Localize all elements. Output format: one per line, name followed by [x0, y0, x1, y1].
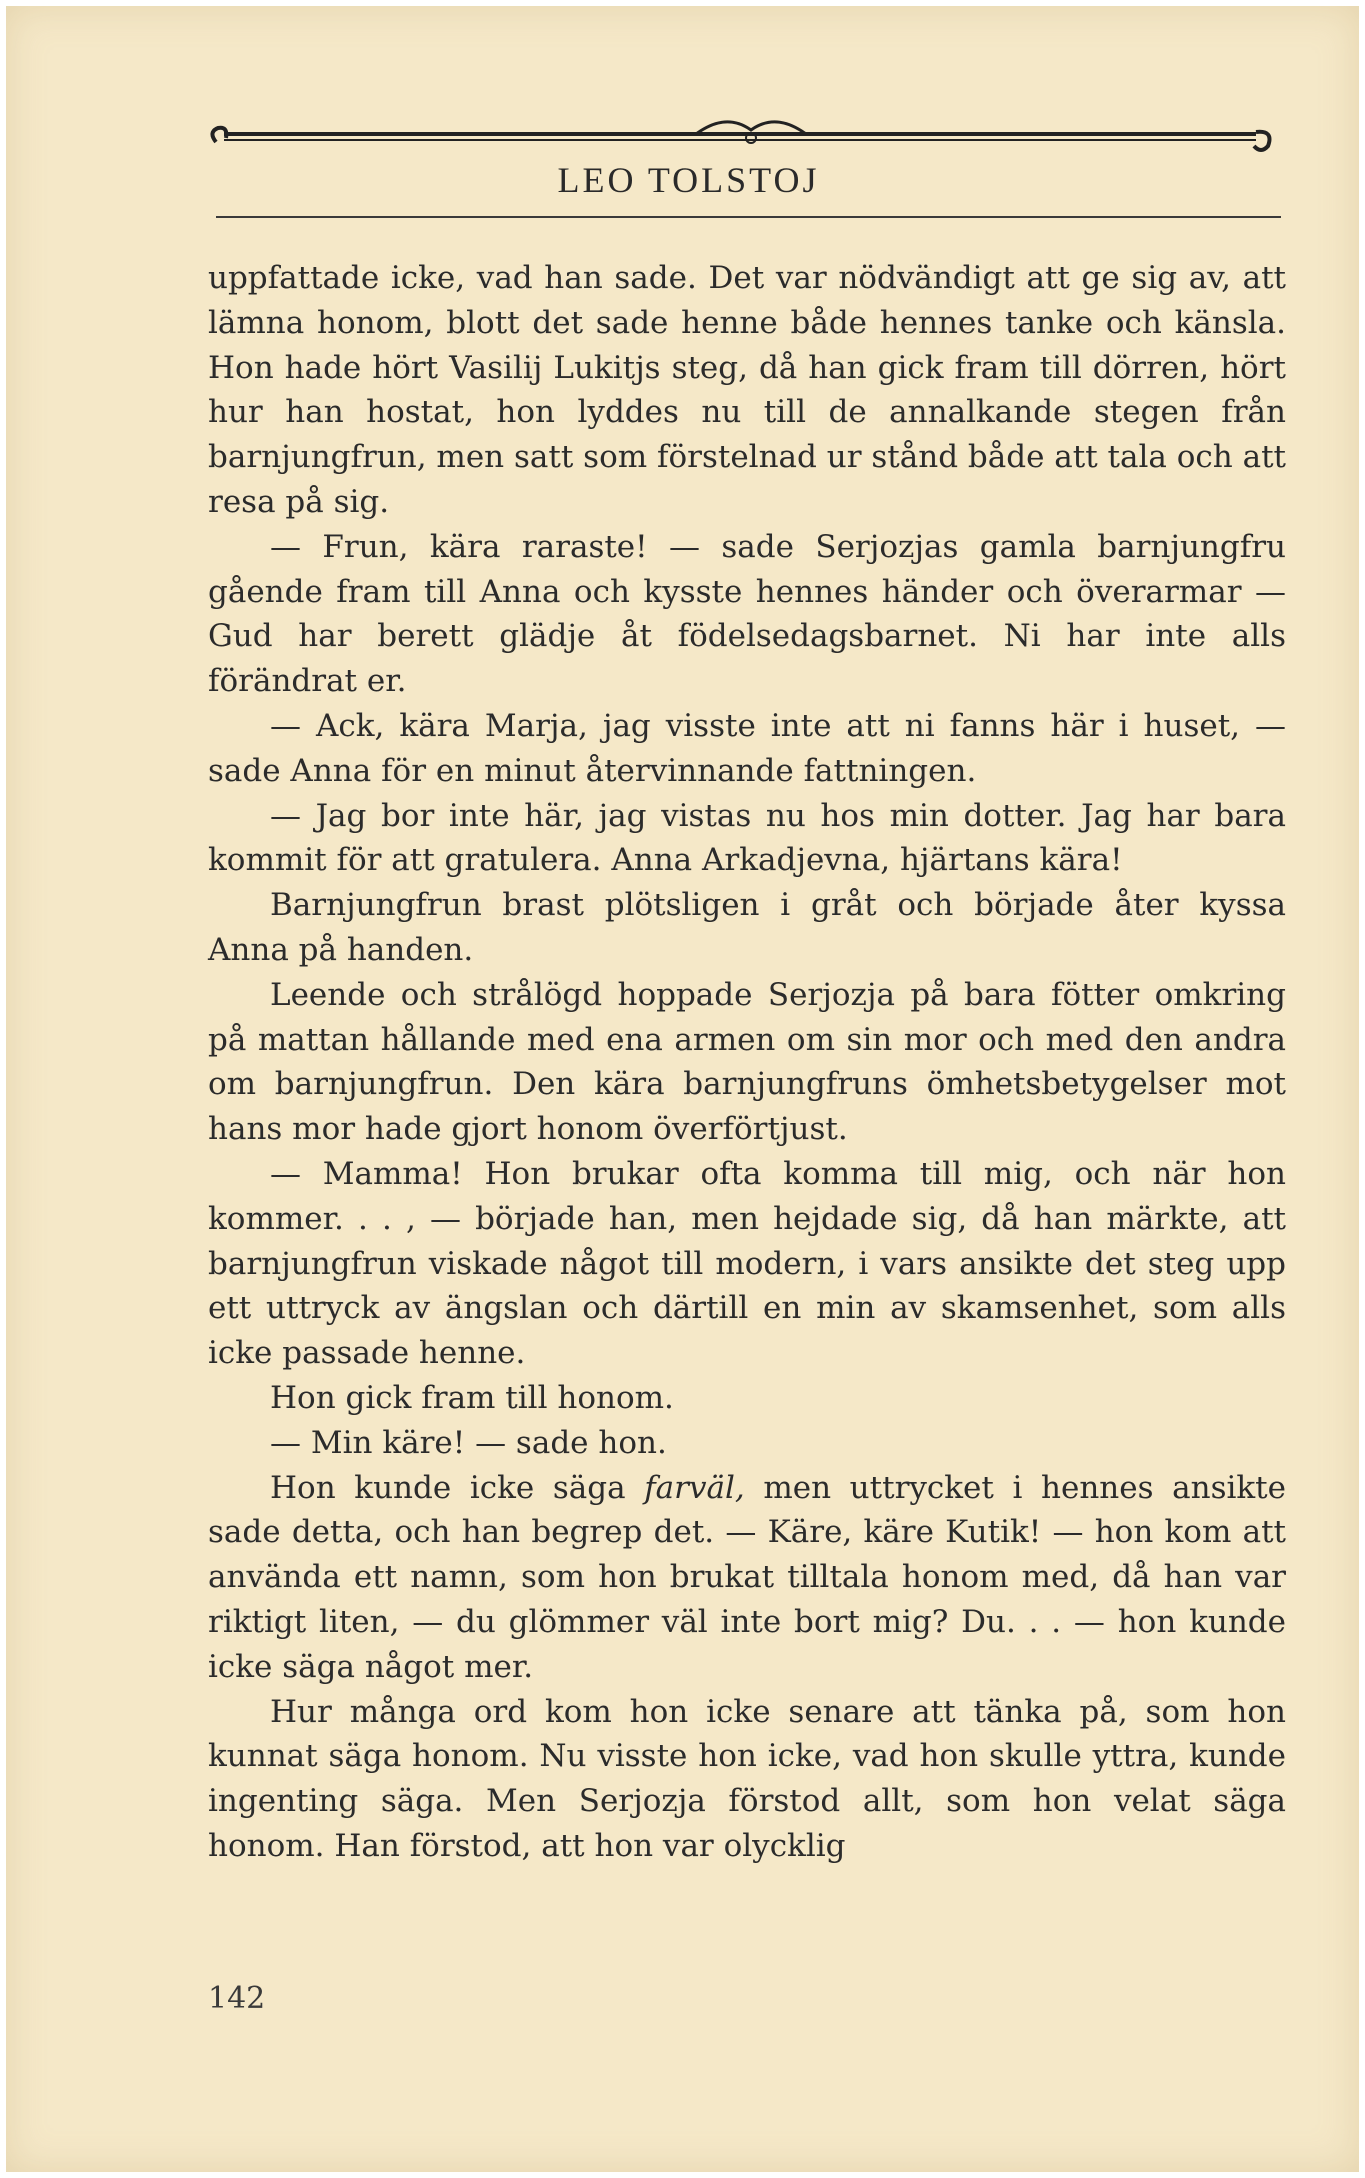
text-run: men uttrycket i hennes ansikte sade detta, och han begrep det. — Käre, käre Kutik! — hon kom att använda ett namn, som hon brukat tilltala honom med, då han var riktigt liten, — du glömmer väl inte bort mig? Du. . . — hon kunde icke säga något mer.	[208, 1469, 1286, 1685]
body-text	[208, 256, 1286, 1869]
paragraph: — Frun, kära raraste! — sade Serjozjas gamla barnjungfru gående fram till Anna och kysste hennes händer och överarmar — Gud har berett glädje åt födelsedagsbarnet. Ni har inte alls förändrat er.	[208, 528, 1286, 700]
header-rule	[216, 216, 1281, 218]
paragraph: Barnjungfrun brast plötsligen i gråt och började åter kyssa Anna på handen.	[208, 887, 1286, 968]
paragraph: — Min käre! — sade hon.	[270, 1424, 667, 1461]
text-run: Hon kunde icke säga	[270, 1469, 645, 1506]
paragraph: Hon gick fram till honom.	[270, 1379, 674, 1416]
italic-word: farväl,	[644, 1469, 745, 1506]
paragraph: uppfattade icke, vad han sade. Det var nödvändigt att ge sig av, att lämna honom, blott det sade henne både hennes tanke och känsla. Hon hade hört Vasilij Lukitjs steg, då han gick fram till dörren, hört hur han hostat, hon lyddes nu till de annalkande stegen från barnjungfrun, men satt som förstelnad ur stånd både att tala och att resa på sig.	[208, 260, 1286, 520]
paragraph: — Ack, kära Marja, jag visste inte att ni fanns här i huset, — sade Anna för en minut återvinnande fattningen.	[208, 707, 1286, 789]
paragraph: — Mamma! Hon brukar ofta komma till mig, och när hon kommer. . . , — började han, men hejdade sig, då han märkte, att barnjungfrun viskade något till modern, i vars ansikte det steg upp ett uttryck av ängslan och därtill en min av skamsenhet, som alls icke passade henne.	[208, 1155, 1286, 1372]
paragraph-with-italic	[208, 1466, 1286, 1690]
paragraph: Hur många ord kom hon icke senare att tänka på, som hon kunnat säga honom. Nu visste hon icke, vad hon skulle yttra, kunde ingenting säga. Men Serjozja förstod allt, som hon velat säga honom. Han förstod, att hon var olycklig	[208, 1693, 1286, 1864]
running-head: LEO TOLSTOJ	[557, 160, 820, 200]
book-page	[6, 6, 1359, 2172]
paragraph: — Jag bor inte här, jag vistas nu hos min dotter. Jag har bara kommit för att gratulera. Anna Arkadjevna, hjärtans kära!	[208, 797, 1286, 879]
paragraph: Leende och strålögd hoppade Serjozja på bara fötter omkring på mattan hållande med ena armen om sin mor och med den andra om barnjungfrun. Den kära barnjungfruns ömhetsbetygelser mot hans mor hade gjort honom överförtjust.	[208, 976, 1286, 1148]
page-number: 142	[208, 1981, 266, 2016]
